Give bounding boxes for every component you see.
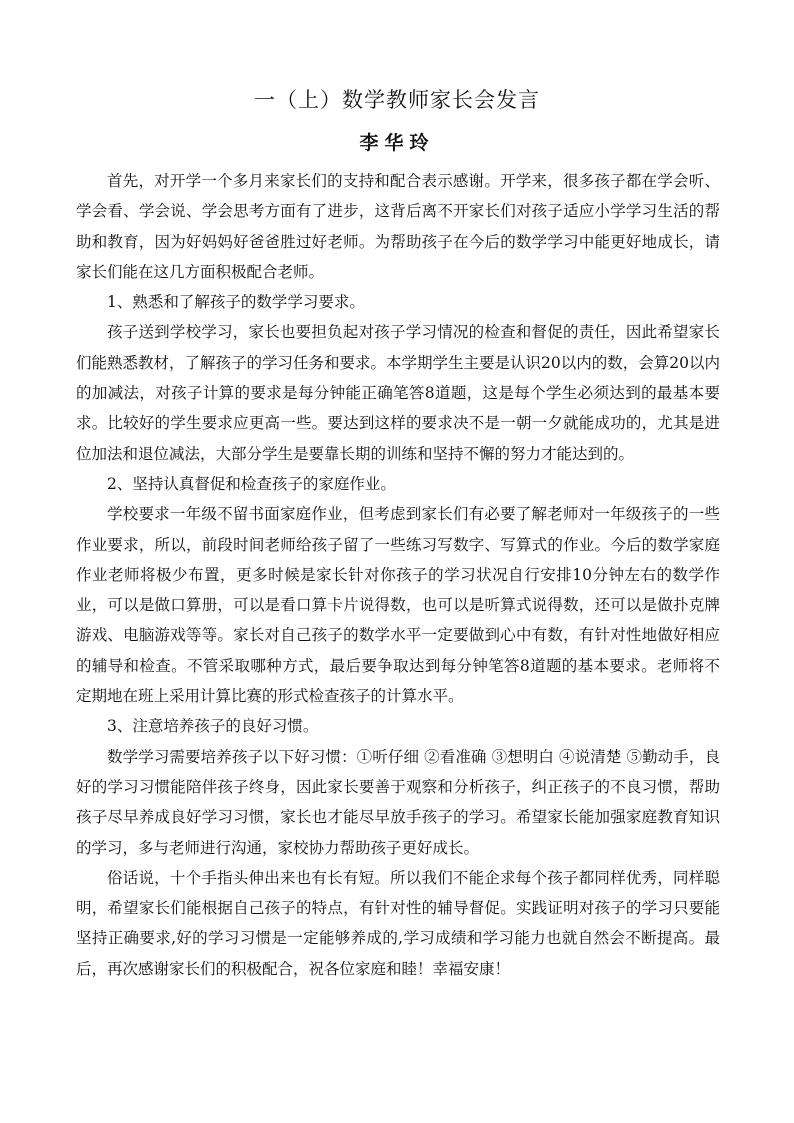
document-title: 一（上）数学教师家长会发言 — [254, 88, 540, 112]
section-heading-3: 3、注意培养孩子的良好习惯。 — [107, 717, 319, 736]
paragraph-section-3: 数学学习需要培养孩子以下好习惯：①听仔细 ②看准确 ③想明白 ④说清楚 ⑤勤动手，良好的学习习惯能陪伴孩子终身，因此家长要善于观察和分析孩子，纠正孩子的不良习惯，帮助孩子尽早养成良好学习习惯，家长也才能尽早放手孩子的学习。希望家长能加强家庭教育知识的学习，多与老师进行沟通，家校协力帮助孩子更好成长。 — [76, 747, 720, 857]
paragraph-section-1: 孩子送到学校学习，家长也要担负起对孩子学习情况的检查和督促的责任，因此希望家长们能熟悉教材，了解孩子的学习任务和要求。本学期学生主要是认识20以内的数，会算20以内的加减法，对孩子计算的要求是每分钟能正确笔答8道题，这是每个学生必须达到的最基本要求。比较好的学生要求应更高一些。要达到这样的要求决不是一朝一夕就能成功的，尤其是进位加法和退位减法，大部分学生是要靠长期的训练和坚持不懈的努力才能达到的。 — [76, 323, 720, 463]
paragraph-closing: 俗话说，十个手指头伸出来也有长有短。所以我们不能企求每个孩子都同样优秀，同样聪明，希望家长们能根据自己孩子的特点，有针对性的辅导督促。实践证明对孩子的学习只要能坚持正确要求,好的学习习惯是一定能够养成的,学习成绩和学习能力也就自然会不断提高。最后，再次感谢家长们的积极配合，祝各位家庭和睦！幸福安康！ — [76, 868, 720, 978]
paragraph-section-2: 学校要求一年级不留书面家庭作业，但考虑到家长们有必要了解老师对一年级孩子的一些作业要求，所以，前段时间老师给孩子留了一些练习写数字、写算式的作业。今后的数学家庭作业老师将极少布置，更多时候是家长针对你孩子的学习状况自行安排10分钟左右的数学作业，可以是做口算册，可以是看口算卡片说得数，也可以是听算式说得数，还可以是做扑克牌游戏、电脑游戏等等。家长对自己孩子的数学水平一定要做到心中有数，有针对性地做好相应的辅导和检查。不管采取哪种方式，最后要争取达到每分钟笔答8道题的基本要求。老师将不定期地在班上采用计算比赛的形式检查孩子的计算水平。 — [76, 505, 720, 706]
section-heading-1: 1、熟悉和了解孩子的数学学习要求。 — [107, 293, 365, 312]
section-heading-2: 2、坚持认真督促和检查孩子的家庭作业。 — [107, 474, 396, 493]
author-name: 李华玲 — [359, 132, 435, 154]
document-body — [76, 166, 720, 984]
paragraph-intro: 首先，对开学一个多月来家长们的支持和配合表示感谢。开学来，很多孩子都在学会听、学会看、学会说、学会思考方面有了进步，这背后离不开家长们对孩子适应小学学习生活的帮助和教育，因为好妈妈好爸爸胜过好老师。为帮助孩子在今后的数学学习中能更好地成长，请家长们能在这几方面积极配合老师。 — [76, 172, 720, 281]
